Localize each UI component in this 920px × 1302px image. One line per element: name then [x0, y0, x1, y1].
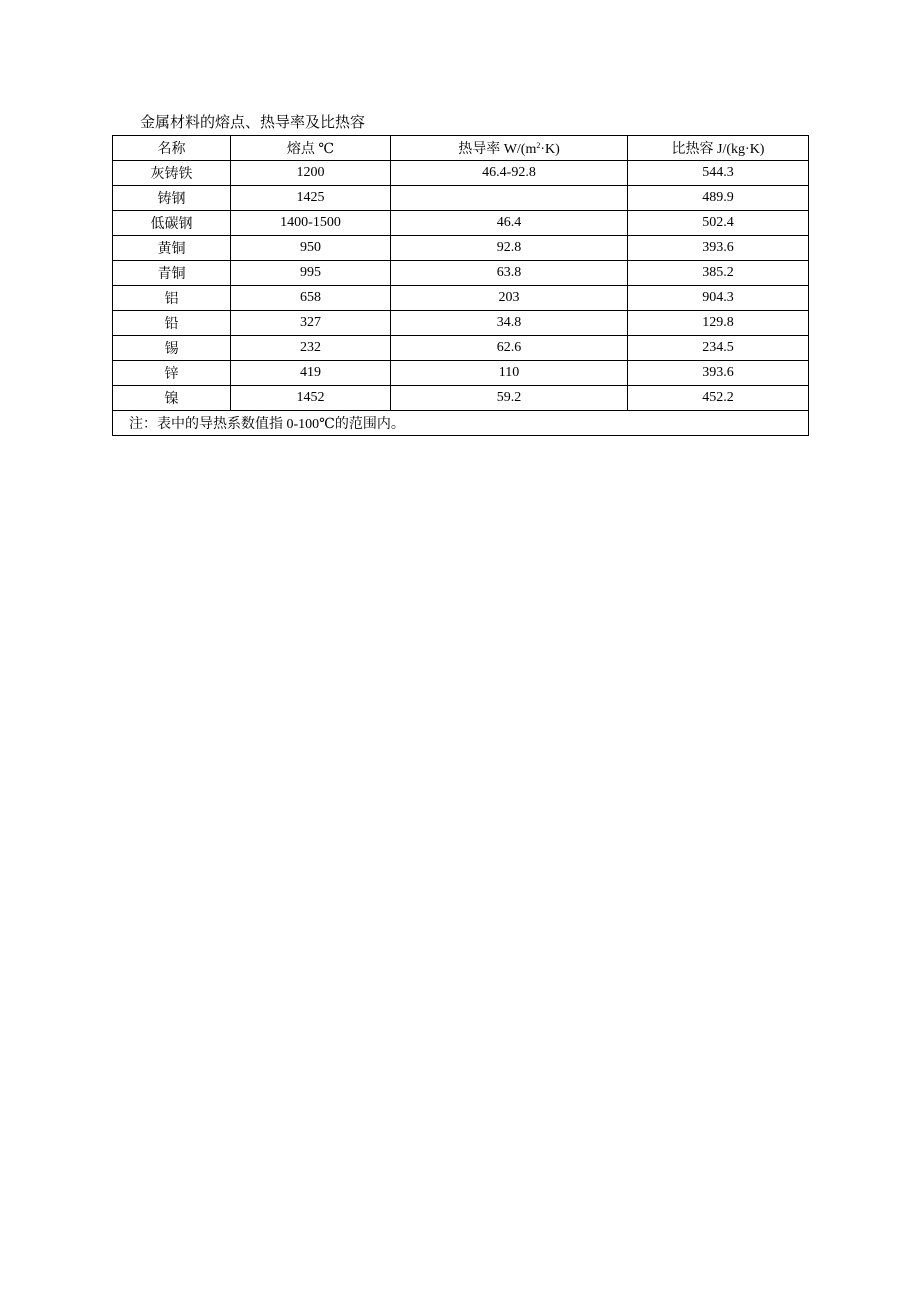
- cell-name: 黄铜: [113, 236, 231, 261]
- cell-specific-heat: 129.8: [628, 311, 809, 336]
- table-note-row: [113, 411, 809, 436]
- cell-name: 铝: [113, 286, 231, 311]
- header-specific-heat: 比热容 J/(kg·K): [628, 136, 809, 161]
- cell-melting-point: 232: [231, 336, 391, 361]
- table-row: [113, 186, 809, 211]
- cell-conductivity: 34.8: [391, 311, 628, 336]
- cell-melting-point: 658: [231, 286, 391, 311]
- header-conductivity-prefix: 热导率 W/(m: [458, 142, 537, 157]
- cell-conductivity: 63.8: [391, 261, 628, 286]
- cell-name: 锌: [113, 361, 231, 386]
- cell-melting-point: 1425: [231, 186, 391, 211]
- cell-melting-point: 995: [231, 261, 391, 286]
- cell-conductivity: 203: [391, 286, 628, 311]
- cell-conductivity: 62.6: [391, 336, 628, 361]
- header-conductivity-superscript: 2: [536, 141, 541, 150]
- cell-name: 低碳钢: [113, 211, 231, 236]
- cell-conductivity: [391, 186, 628, 211]
- cell-conductivity: 46.4-92.8: [391, 161, 628, 186]
- cell-melting-point: 327: [231, 311, 391, 336]
- cell-specific-heat: 544.3: [628, 161, 809, 186]
- cell-specific-heat: 502.4: [628, 211, 809, 236]
- header-conductivity-suffix: ·K): [540, 142, 560, 157]
- table-row: [113, 161, 809, 186]
- table-row: [113, 236, 809, 261]
- cell-melting-point: 1400-1500: [231, 211, 391, 236]
- cell-melting-point: 419: [231, 361, 391, 386]
- cell-name: 铅: [113, 311, 231, 336]
- table-note: 注：表中的导热系数值指 0-100℃的范围内。: [113, 411, 809, 436]
- cell-conductivity: 92.8: [391, 236, 628, 261]
- table-row: [113, 311, 809, 336]
- table-row: [113, 211, 809, 236]
- cell-name: 灰铸铁: [113, 161, 231, 186]
- header-thermal-conductivity: [391, 136, 628, 161]
- cell-melting-point: 1200: [231, 161, 391, 186]
- cell-melting-point: 1452: [231, 386, 391, 411]
- cell-specific-heat: 489.9: [628, 186, 809, 211]
- cell-specific-heat: 452.2: [628, 386, 809, 411]
- table-row: [113, 336, 809, 361]
- cell-specific-heat: 393.6: [628, 361, 809, 386]
- table-row: [113, 286, 809, 311]
- cell-name: 铸钢: [113, 186, 231, 211]
- cell-name: 锡: [113, 336, 231, 361]
- cell-specific-heat: 904.3: [628, 286, 809, 311]
- cell-name: 镍: [113, 386, 231, 411]
- cell-specific-heat: 385.2: [628, 261, 809, 286]
- cell-name: 青铜: [113, 261, 231, 286]
- table-row: [113, 261, 809, 286]
- cell-conductivity: 110: [391, 361, 628, 386]
- cell-melting-point: 950: [231, 236, 391, 261]
- table-row: [113, 386, 809, 411]
- cell-specific-heat: 234.5: [628, 336, 809, 361]
- table-row: [113, 361, 809, 386]
- cell-conductivity: 46.4: [391, 211, 628, 236]
- table-header-row: [113, 136, 809, 161]
- table-caption: 金属材料的熔点、热导率及比热容: [140, 115, 366, 131]
- header-melting-point: 熔点 ℃: [231, 136, 391, 161]
- cell-conductivity: 59.2: [391, 386, 628, 411]
- header-name: 名称: [113, 136, 231, 161]
- cell-specific-heat: 393.6: [628, 236, 809, 261]
- metal-properties-table: [112, 135, 809, 436]
